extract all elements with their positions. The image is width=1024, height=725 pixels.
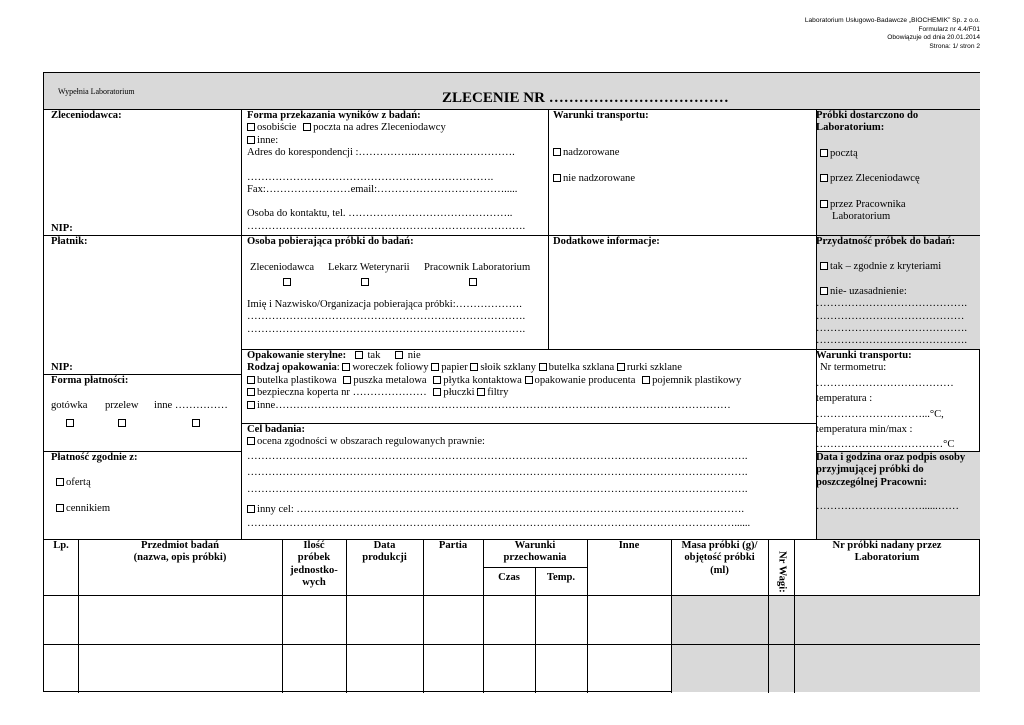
temperature-label: temperatura : [816,393,873,405]
col-storage-line1: Warunki [514,540,556,551]
minmax-dots: ………………………………°C [816,439,955,451]
suitable-yes-checkbox[interactable] [820,262,828,270]
producer-pkg-checkbox[interactable] [525,376,533,384]
purpose-compliance: ocena zgodności w obszarach regulowanych prawnie: [257,436,485,448]
packaging-row-3 [247,387,814,399]
col-other: Inne [618,540,640,551]
payment-transfer: przelew [105,400,139,411]
suitability-no: nie- uzasadnienie: [830,285,907,297]
col-lp: Lp. [53,540,69,551]
sampler-name-block [247,299,545,336]
suitability-yes: tak – zgodnie z kryteriami [830,261,942,273]
sampler-dots-1: ……………………………………………………………………. [247,311,526,323]
client-delivery-checkbox[interactable] [820,174,828,182]
col-quantity-line2: próbek [297,552,331,564]
purpose-title: Cel badania: [247,424,305,435]
cash-checkbox[interactable] [66,419,74,427]
payment-other-checkbox[interactable] [192,419,200,427]
results-option-post: poczta na adres Zleceniodawcy [313,122,446,134]
col-storage [483,540,587,565]
glass-bottle-checkbox[interactable] [539,363,547,371]
col-production-date [346,540,423,565]
col-quantity [282,540,346,590]
sterile-row [247,350,814,362]
delivery-lab-worker: przez Pracownika [830,198,906,210]
suitability-title: Przydatność próbek do badań: [816,236,956,247]
sampler-vet-checkbox[interactable] [361,278,369,286]
sampler-client-checkbox[interactable] [283,278,291,286]
plastic-container-checkbox[interactable] [642,376,650,384]
post-checkbox[interactable] [303,123,311,131]
temperature-dots: …………………………...°C, [816,408,944,420]
correspondence-address: Adres do korespondencji :……………..………………………. [247,147,515,159]
pkg-plastic-bottle: butelka plastikowa [257,374,337,386]
metal-can-checkbox[interactable] [343,376,351,384]
purpose-dots-2: ……………………………………………………………………………………………………………………………. [247,467,748,479]
payment-cash: gotówka [51,400,88,411]
suitable-no-checkbox[interactable] [820,287,828,295]
col-date-line2: produkcji [362,552,407,564]
col-storage-line2: przechowania [503,552,567,564]
col-lab-sample-number [794,540,980,565]
col-mass-line2: objętość próbki [684,552,755,564]
results-title: Forma przekazania wyników z badań: [247,110,421,121]
packaging-row-4 [247,400,814,412]
pkg-glass-bottle: butelka szklana [548,362,615,374]
pkg-glass-jar: słoik szklany [480,362,536,374]
col-time: Czas [498,572,520,583]
suitability-dots-2: …………………………………… [816,310,965,322]
sampler-vet: Lekarz Weterynarii [328,262,410,273]
delivery-mail: pocztą [830,147,858,159]
sampler-title: Osoba pobierająca próbki do badań: [247,236,414,247]
washes-checkbox[interactable] [433,388,441,396]
purpose-section [247,424,814,531]
pkg-glass-tubes: rurki szklane [626,362,682,374]
fax-email: Fax:……………………email:………………………………..... [247,184,518,196]
sterile-label: Opakowanie sterylne: [247,350,347,361]
lab-fill-label: Wypełnia Laboratorium [58,87,135,96]
payment-basis-title: Płatność zgodnie z: [51,452,138,463]
purpose-dots-3: ……………………………………………………………………………………………………………………………. [247,483,748,495]
reception-title: Data i godzina oraz podpis osoby przyjmującej próbki do poszczególnej Pracowni: [816,452,966,488]
packaging-type-label: Rodzaj opakowania [247,362,337,374]
transport2-title: Warunki transportu: [816,350,912,361]
other-purpose-checkbox[interactable] [247,505,255,513]
lab-worker-checkbox[interactable] [820,200,828,208]
delivery-section [816,110,976,223]
document-header [680,17,980,51]
thermometer-label: Nr termometru: [820,362,887,374]
pkg-other: inne………………………………………………………………………………………………………………… [257,399,731,411]
delivery-lab: Laboratorium [832,211,891,223]
client-nip: NIP: [51,223,73,234]
thermometer-dots: ………………………………… [816,377,954,389]
unsupervised-checkbox[interactable] [553,174,561,182]
safe-envelope-checkbox[interactable] [247,388,255,396]
transport-unsupervised: nie nadzorowane [563,172,636,184]
payment-title: Forma płatności: [51,375,129,386]
pkg-safe-envelope: bezpieczna koperta nr ………………… [257,387,427,399]
pkg-foil-bag: woreczek foliowy [352,362,429,374]
header-company: Laboratorium Usługowo-Badawcze „BIOCHEMIK” Sp. z o.o. [804,17,980,24]
purpose-dots-1: ……………………………………………………………………………………………………………………………. [247,450,748,462]
packaging-section [247,350,814,412]
pkg-plastic-container: pojemnik plastikowy [652,374,742,386]
reception-dots: …………………………......…… [816,501,960,513]
col-scale-number: Nr Wagi: [776,551,788,593]
contact-person: Osoba do kontaktu, tel. ……………………………………….. [247,208,513,220]
address-dots: ……………………………………………………………. [247,171,494,183]
col-subject-line1: Przedmiot badań [141,540,219,551]
offer-checkbox[interactable] [56,478,64,486]
col-mass-line3: (ml) [710,564,729,576]
payment-price-list: cennikiem [66,503,111,514]
glass-tubes-checkbox[interactable] [617,363,625,371]
sampler-section [247,236,545,248]
minmax-label: temperatura min/max : [816,424,913,436]
contact-plate-checkbox[interactable] [433,376,441,384]
plastic-bottle-checkbox[interactable] [247,376,255,384]
price-list-checkbox[interactable] [56,504,64,512]
transport2-section [816,350,978,452]
purpose-dots-4: …………………………………………………………………………………………………………………………...... [247,518,751,530]
pkg-washes: płuczki [443,387,475,399]
sterile-no-checkbox[interactable] [395,351,403,359]
additional-info-title: Dodatkowe informacje: [553,236,660,247]
col-quantity-line1: Ilość [303,540,325,551]
header-page: Strona: 1/ stron 2 [929,42,980,50]
foil-bag-checkbox[interactable] [342,363,350,371]
payer-label: Płatnik: [51,236,88,247]
col-labno-line1: Nr próbki nadany przez [832,540,942,551]
pkg-filters: filtry [487,387,509,399]
col-subject-line2: (nazwa, opis próbki) [133,552,227,564]
sampler-lab-worker-checkbox[interactable] [469,278,477,286]
transfer-checkbox[interactable] [118,419,126,427]
col-subject [78,540,282,565]
other-checkbox[interactable] [247,136,255,144]
results-section [247,110,545,233]
col-quantity-line4: wych [302,577,326,589]
suitability-section [816,236,978,348]
packaging-row-1: Rodzaj opakowania: woreczek foliowy papier słoik szklany butelka szklana rurki szklane [247,362,682,374]
glass-jar-checkbox[interactable] [470,363,478,371]
results-options-row [247,122,545,134]
col-mass [671,540,768,577]
table-row[interactable] [44,645,980,692]
transport-supervised: nadzorowane [563,147,620,159]
supervised-checkbox[interactable] [553,148,561,156]
col-batch: Partia [438,540,468,551]
header-valid-from: Obowiązuje od dnia 20.01.2014 [887,34,980,42]
personal-checkbox[interactable] [247,123,255,131]
contact-dots: ……………………………………………………………………. [247,220,526,232]
form-title: ZLECENIE NR ……………………………… [442,90,729,106]
transport-section [553,110,813,185]
mail-checkbox[interactable] [820,149,828,157]
sterile-yes: tak [367,350,381,361]
pkg-paper: papier [441,362,468,374]
sterile-yes-checkbox[interactable] [355,351,363,359]
suitability-dots-4: ……………………………………. [816,335,967,347]
purpose-other: inny cel: ………………………………………………………………………………………………………………. [257,504,745,516]
results-option-personal: osobiście [257,122,297,134]
col-quantity-line3: jednostko- [290,564,338,576]
col-date-line1: Data [373,540,396,551]
sampler-name: Imię i Nazwisko/Organizacja pobierająca próbki:………………. [247,299,522,310]
order-form [43,72,980,692]
suitability-dots-1: ……………………………………. [816,298,967,310]
transport-title: Warunki transportu: [553,110,649,121]
paper-checkbox[interactable] [431,363,439,371]
pkg-contact-plate: płytka kontaktowa [443,374,522,386]
col-labno-line2: Laboratorium [854,552,920,564]
sampler-client: Zleceniodawca [250,262,315,273]
results-option-other: inne: [257,134,279,146]
col-mass-line1: Masa próbki (g)/ [681,540,758,551]
sampler-lab-worker: Pracownik Laboratorium [424,262,531,273]
payer-nip: NIP: [51,362,73,373]
payment-other: inne …………… [154,400,228,411]
sampler-dots-2: ……………………………………………………………………. [247,323,526,335]
delivery-client: przez Zleceniodawcę [830,173,920,185]
header-form-number: Formularz nr 4.4/F01 [918,25,980,33]
payment-offer: ofertą [66,477,91,488]
reception-section [816,452,978,514]
compliance-assessment-checkbox[interactable] [247,437,255,445]
packaging-row-2 [247,375,814,387]
sterile-no: nie [407,350,421,361]
pkg-producer: opakowanie producenta [534,374,636,386]
table-row[interactable] [44,596,980,644]
pkg-metal-can: puszka metalowa [353,374,427,386]
filters-checkbox[interactable] [477,388,485,396]
pkg-other-checkbox[interactable] [247,401,255,409]
suitability-dots-3: ……………………………………. [816,323,967,335]
col-temp: Temp. [546,572,576,583]
client-label: Zleceniodawca: [51,110,122,121]
delivery-title: Próbki dostarczono do Laboratorium: [816,110,919,134]
